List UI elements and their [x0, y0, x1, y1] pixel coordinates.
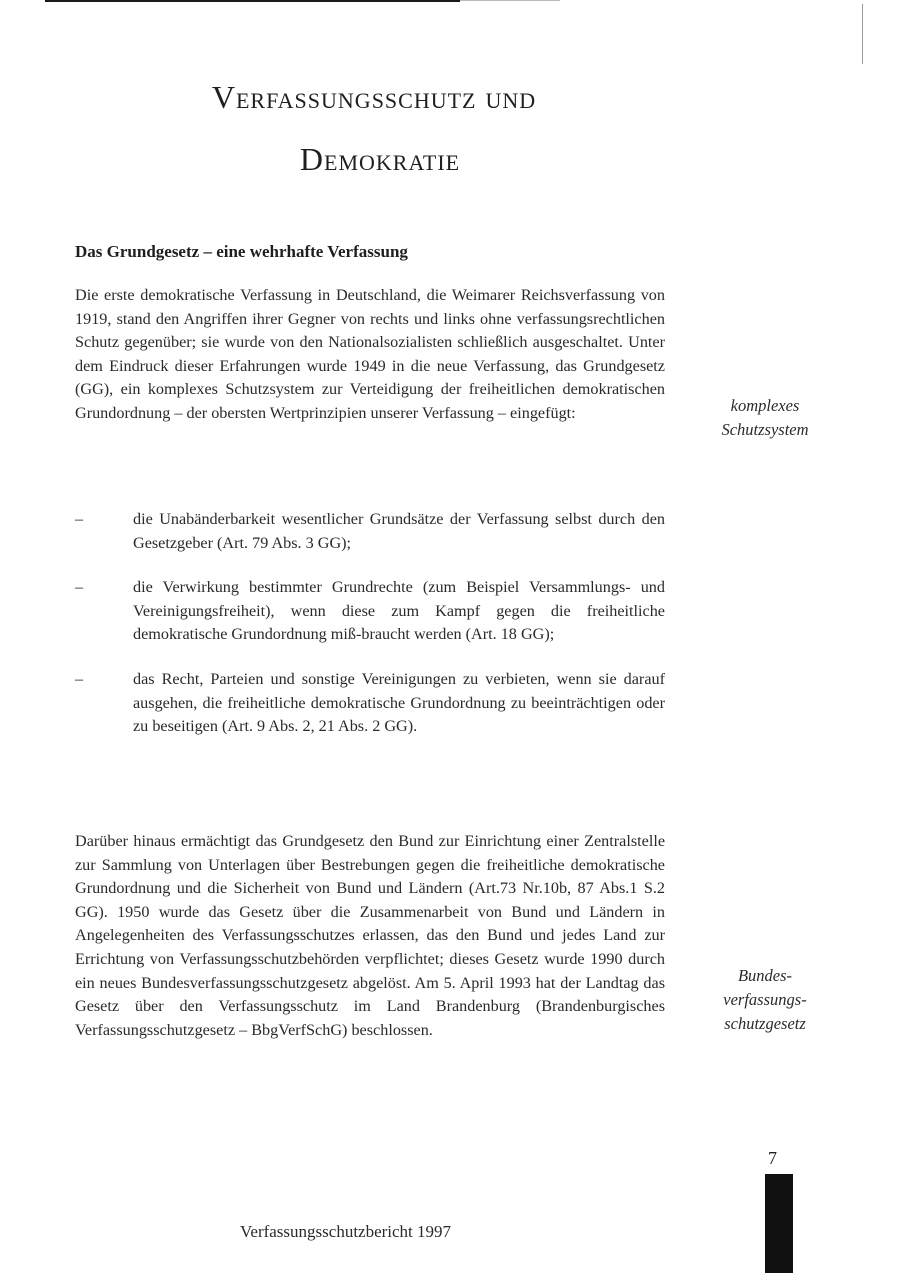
list-item-text: die Verwirkung bestimmter Grundrechte (zum Beispiel Versammlungs- und Vereinigungsfreiheit), wenn diese zum Kampf gegen die freiheitliche demokratische Grundordnung miß-braucht werden (Art. 18 GG); — [133, 578, 665, 644]
margin-note-bundesgesetz — [690, 964, 840, 1036]
body-paragraph-2: Darüber hinaus ermächtigt das Grundgesetz den Bund zur Einrichtung einer Zentralstelle zur Sammlung von Unterlagen über Bestrebungen gegen die freiheitliche demokratische Grundordnung und die Sicherheit von Bund und Ländern (Art.73 Nr.10b, 87 Abs.1 S.2 GG). 1950 wurde das Gesetz über die Zusammenarbeit von Bund und Ländern in Angelegenheiten des Verfassungsschutzes erlassen, das den Bund und jedes Land zur Errichtung von Verfassungsschutzbehörden verpflichtet; dieses Gesetz wurde 1990 durch ein neues Bundesverfassungsschutzgesetz abgelöst. Am 5. April 1993 hat der Landtag das Gesetz über den Verfassungsschutz im Land Brandenburg (Brandenburgisches Verfassungsschutzgesetz – BbgVerfSchG) beschlossen. — [75, 832, 665, 1039]
page-title — [0, 66, 740, 190]
page-title-line-1: Verfassungsschutz und — [211, 79, 537, 115]
bullet-list — [75, 508, 665, 760]
margin-note-line: Bundes- — [737, 966, 793, 985]
page-title-line-2: Demokratie — [299, 141, 461, 177]
margin-note-schutzsystem — [690, 394, 840, 442]
list-item — [75, 508, 665, 555]
list-item-text: die Unabänderbarkeit wesentlicher Grundsätze der Verfassung selbst durch den Gesetzgeber (Art. 79 Abs. 3 GG); — [133, 510, 665, 552]
body-paragraph-1: Die erste demokratische Verfassung in Deutschland, die Weimarer Reichsverfassung von 1919, stand den Angriffen ihrer Gegner von rechts und links ohne verfassungsrechtlichen Schutz gegenüber; sie wurde von den Nationalsozialisten schließlich ausgeschaltet. Unter dem Eindruck dieser Erfahrungen wurde 1949 in die neue Verfassung, das Grundgesetz (GG), ein komplexes Schutzsystem zur Verteidigung der freiheitlichen demokratischen Grundordnung – der obersten Wertprinzipien unserer Verfassung – eingefügt: — [75, 286, 665, 422]
bullet-dash: – — [75, 578, 84, 597]
bullet-dash: – — [75, 510, 84, 528]
page-edge-line — [862, 4, 863, 64]
top-rule-faint — [460, 0, 560, 1]
margin-note-line: verfassungs- — [723, 990, 807, 1009]
list-item — [75, 576, 665, 647]
margin-note-line: komplexes — [730, 396, 800, 415]
section-heading: Das Grundgesetz – eine wehrhafte Verfassung — [75, 242, 408, 261]
page-number: 7 — [768, 1148, 777, 1168]
margin-note-line: schutzgesetz — [724, 1014, 806, 1033]
list-item-text: das Recht, Parteien und sonstige Vereinigungen zu verbieten, wenn sie darauf ausgehen, die freiheitliche demokratische Grundordnung zu beeinträchtigen oder zu beseitigen (Art. 9 Abs. 2, 21 Abs. 2 GG). — [133, 669, 665, 736]
list-item — [75, 668, 665, 739]
bullet-dash: – — [75, 669, 84, 688]
margin-note-line: Schutzsystem — [721, 420, 809, 439]
top-rule — [45, 0, 460, 2]
page-footer: Verfassungsschutzbericht 1997 — [240, 1222, 452, 1241]
page-thumb-tab — [765, 1174, 793, 1273]
